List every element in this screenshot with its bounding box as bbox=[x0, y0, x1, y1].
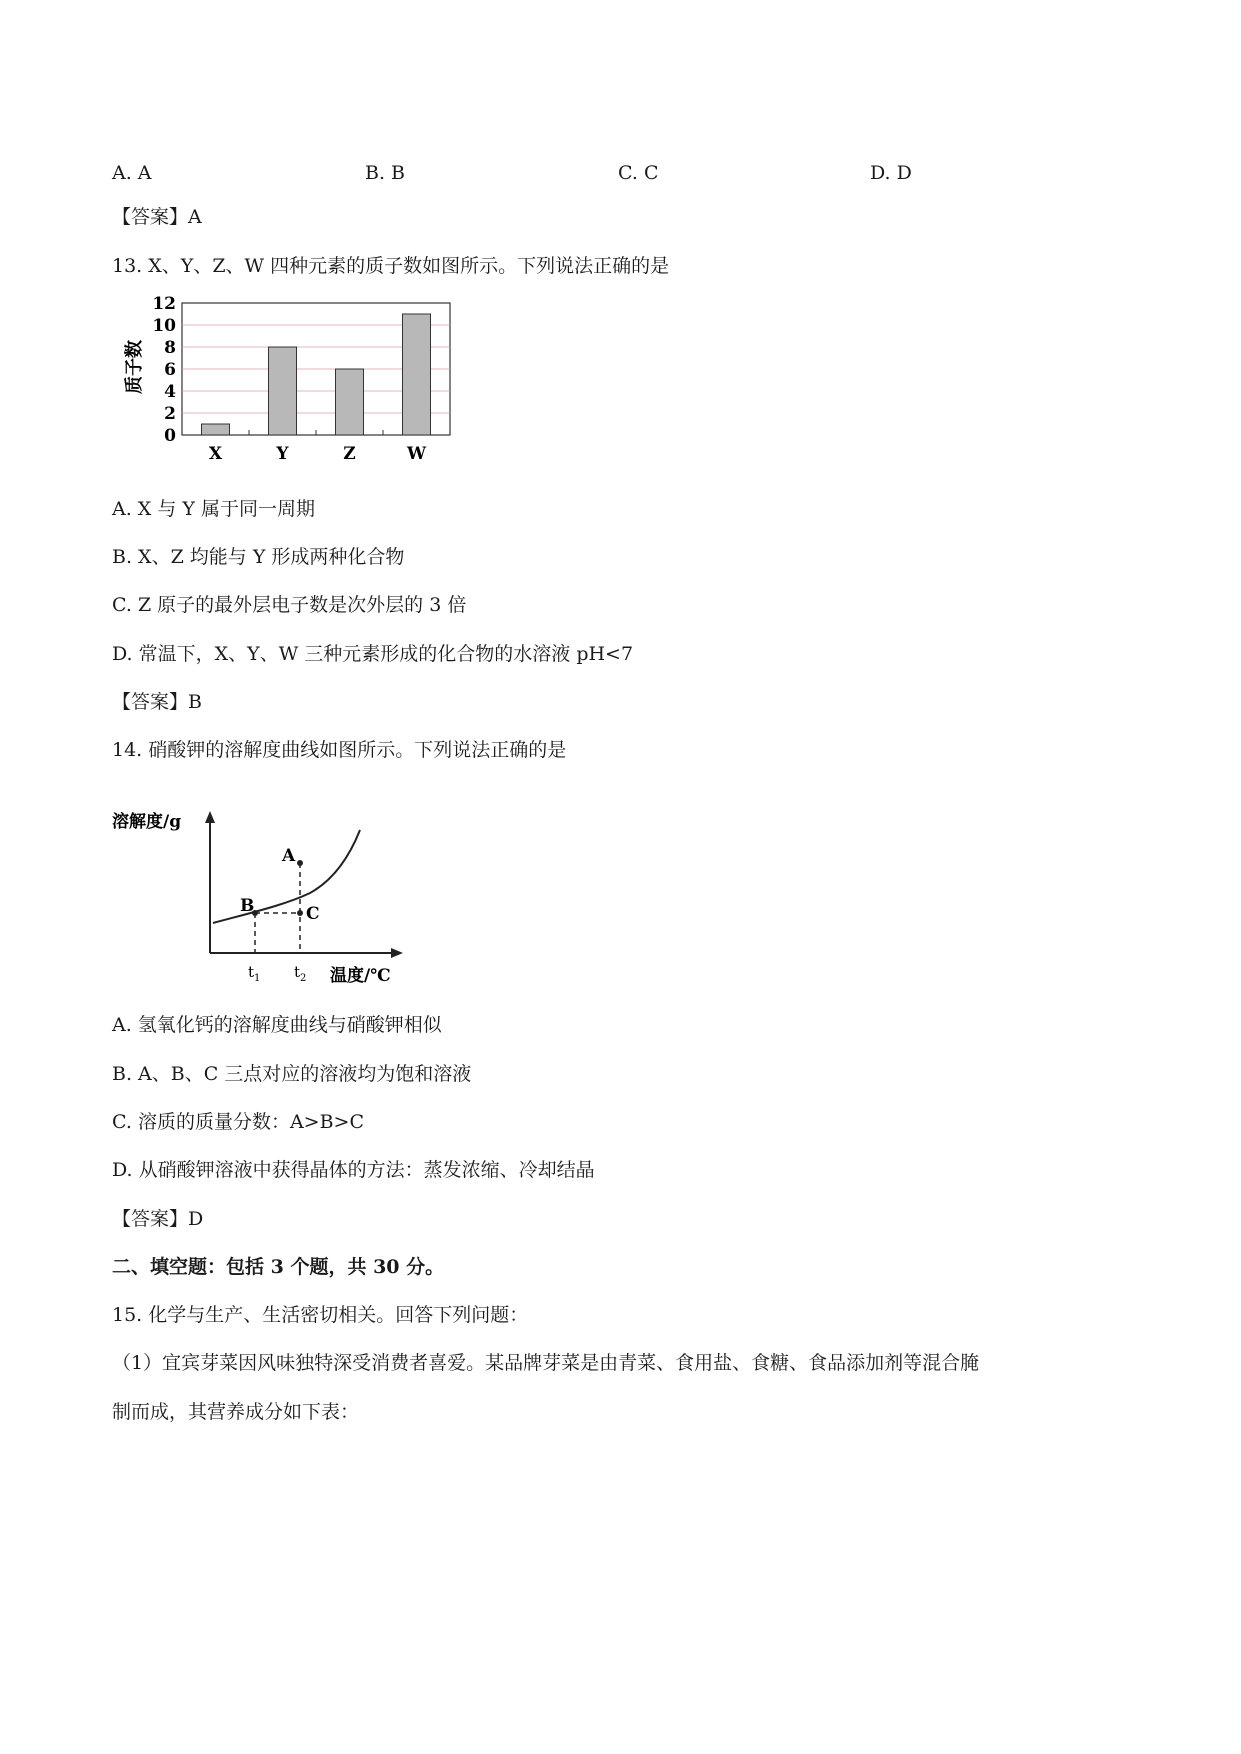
q12-option-d: D. D bbox=[870, 162, 912, 184]
bar-w bbox=[403, 314, 431, 435]
y-axis-arrow bbox=[205, 811, 215, 823]
q15-part1-line1: （1）宜宾芽菜因风味独特深受消费者喜爱。某品牌芽菜是由青菜、食用盐、食糖、食品添加剂等混合腌 bbox=[112, 1352, 980, 1374]
y-tick-label: 12 bbox=[152, 295, 176, 314]
point-b-label: B bbox=[240, 896, 255, 916]
q12-option-c: C. C bbox=[618, 162, 659, 184]
q14-option-a: A. 氢氧化钙的溶解度曲线与硝酸钾相似 bbox=[112, 1014, 442, 1036]
q15-part1-line2: 制而成，其营养成分如下表： bbox=[112, 1401, 360, 1423]
q14-option-b: B. A、B、C 三点对应的溶液均为饱和溶液 bbox=[112, 1063, 472, 1085]
point-a-label: A bbox=[282, 846, 296, 866]
section2-title: 二、填空题：包括 3 个题，共 30 分。 bbox=[112, 1256, 445, 1278]
q13-stem: 13. X、Y、Z、W 四种元素的质子数如图所示。下列说法正确的是 bbox=[112, 255, 670, 277]
bar-y bbox=[269, 347, 297, 435]
x-category-label: X bbox=[208, 444, 223, 464]
graph-xlabel: 温度/℃ bbox=[330, 966, 391, 986]
q14-answer: 【答案】D bbox=[112, 1208, 204, 1230]
y-tick-label: 4 bbox=[164, 382, 176, 402]
point-a-dot bbox=[297, 860, 303, 866]
x-axis-arrow bbox=[391, 948, 403, 958]
point-c-dot bbox=[297, 910, 303, 916]
y-tick-label: 10 bbox=[152, 316, 176, 336]
y-tick-label: 2 bbox=[164, 404, 176, 424]
y-tick-label: 6 bbox=[164, 360, 176, 380]
t1-label: $t_1$ bbox=[248, 963, 261, 984]
q13-option-d: D. 常温下，X、Y、W 三种元素形成的化合物的水溶液 pH<7 bbox=[112, 643, 634, 665]
q15-stem: 15. 化学与生产、生活密切相关。回答下列问题： bbox=[112, 1304, 529, 1326]
q12-answer: 【答案】A bbox=[112, 206, 202, 228]
q12-option-a: A. A bbox=[112, 162, 152, 184]
q13-option-b: B. X、Z 均能与 Y 形成两种化合物 bbox=[112, 546, 405, 568]
q13-bar-chart bbox=[120, 295, 460, 465]
point-c-label: C bbox=[306, 904, 320, 924]
x-category-label: Z bbox=[343, 444, 356, 464]
q12-option-b: B. B bbox=[365, 162, 406, 184]
q13-answer: 【答案】B bbox=[112, 691, 202, 713]
chart-ylabel: 质子数 bbox=[124, 340, 145, 394]
q14-option-d: D. 从硝酸钾溶液中获得晶体的方法：蒸发浓缩、冷却结晶 bbox=[112, 1159, 595, 1181]
x-category-label: W bbox=[406, 444, 427, 464]
bar-x bbox=[202, 424, 230, 435]
q13-option-a: A. X 与 Y 属于同一周期 bbox=[112, 498, 315, 520]
bar-z bbox=[336, 369, 364, 435]
q14-option-c: C. 溶质的质量分数：A>B>C bbox=[112, 1111, 365, 1133]
y-tick-label: 0 bbox=[164, 426, 176, 446]
q14-solubility-graph bbox=[110, 805, 430, 995]
solubility-curve bbox=[213, 830, 360, 923]
y-tick-label: 8 bbox=[164, 338, 176, 358]
q13-option-c: C. Z 原子的最外层电子数是次外层的 3 倍 bbox=[112, 594, 467, 616]
graph-ylabel: 溶解度/g bbox=[112, 812, 182, 832]
q14-stem: 14. 硝酸钾的溶解度曲线如图所示。下列说法正确的是 bbox=[112, 739, 567, 761]
x-category-label: Y bbox=[276, 444, 289, 464]
t2-label: $t_2$ bbox=[294, 963, 307, 984]
